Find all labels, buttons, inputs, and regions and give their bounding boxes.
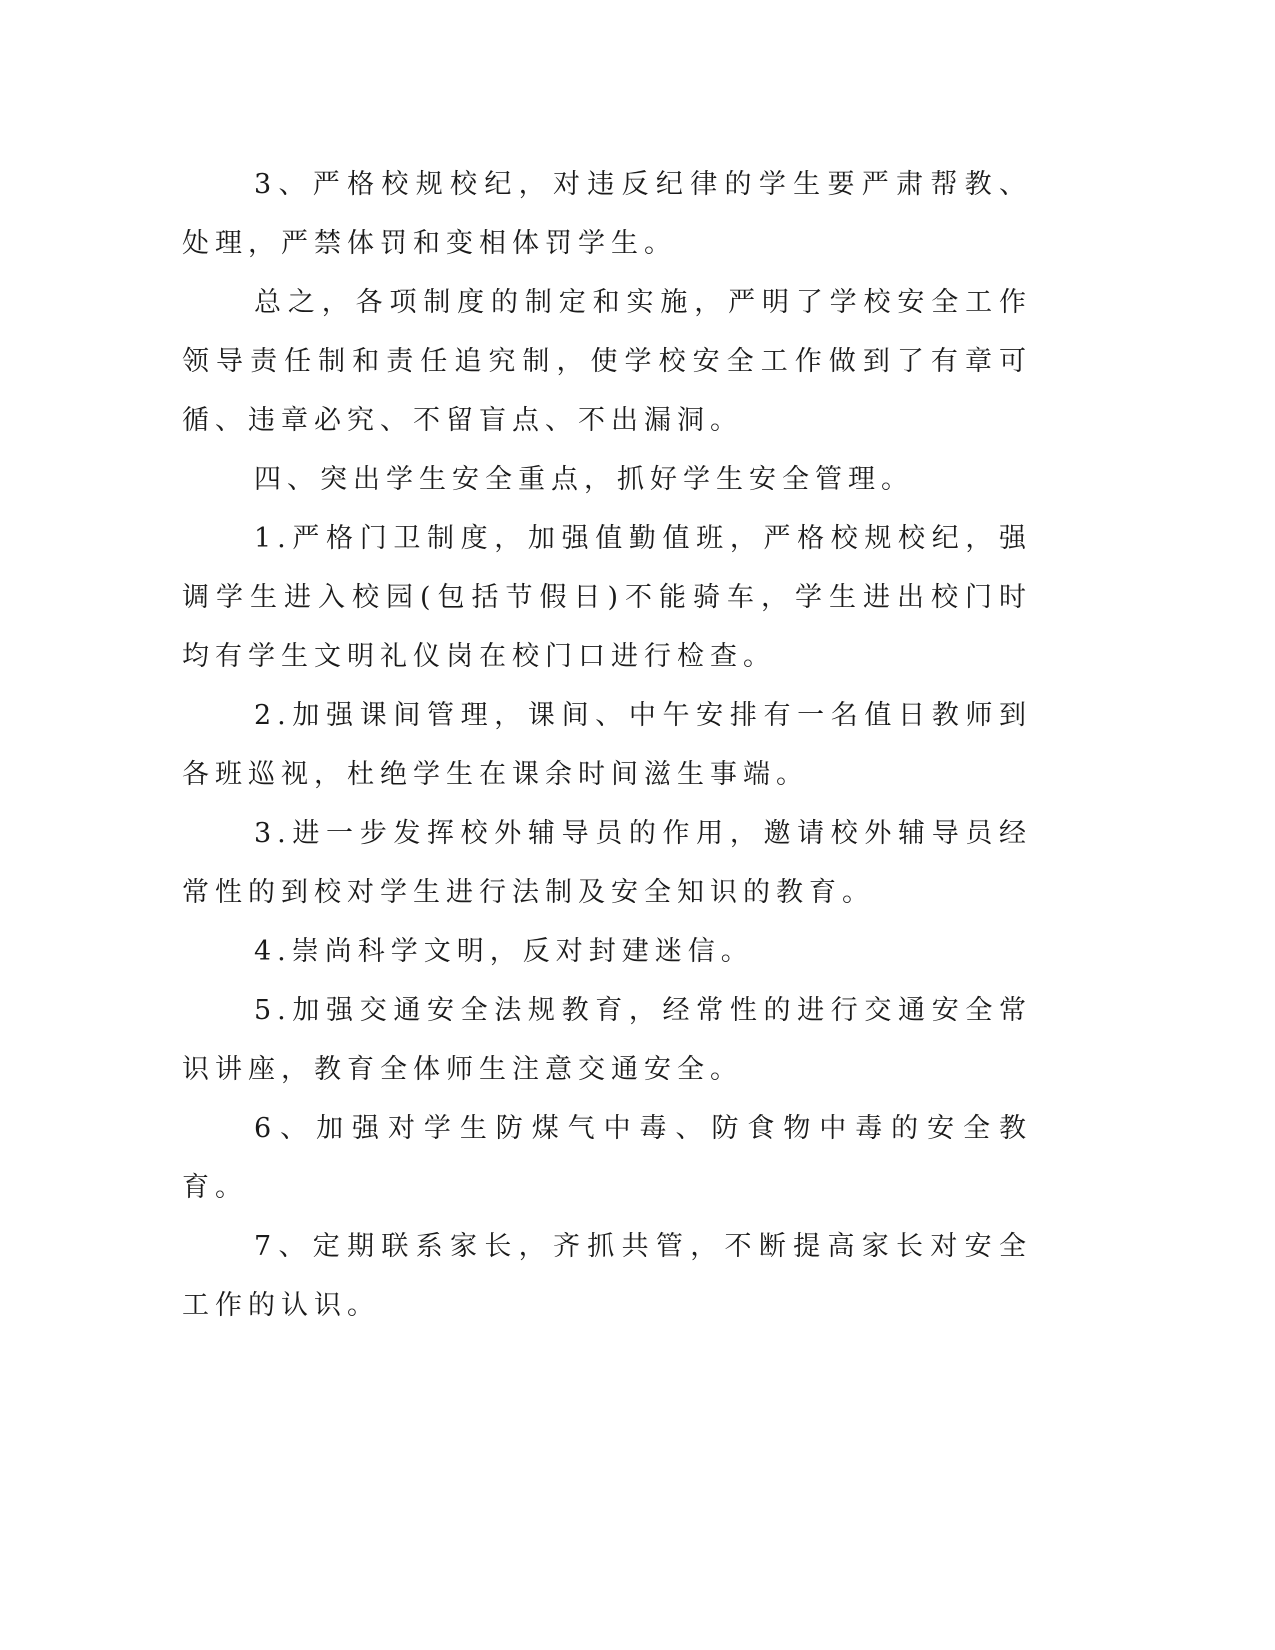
- section-heading-student-safety: 四、突出学生安全重点，抓好学生安全管理。: [254, 464, 914, 495]
- paragraph-break-management: 2.加强课间管理，课间、中午安排有一名值日教师到各班巡视，杜绝学生在课余时间滋生事端。: [182, 700, 1032, 790]
- paragraph-science: 4.崇尚科学文明，反对封建迷信。: [254, 936, 754, 967]
- paragraph-poisoning-prevention: 6、加强对学生防煤气中毒、防食物中毒的安全教育。: [182, 1113, 1032, 1203]
- paragraph-counselors: 3.进一步发挥校外辅导员的作用，邀请校外辅导员经常性的到校对学生进行法制及安全知识的教育。: [182, 818, 1032, 908]
- paragraph-discipline: 3、严格校规校纪，对违反纪律的学生要严肃帮教、处理，严禁体罚和变相体罚学生。: [182, 169, 1032, 259]
- paragraph-parents: 7、定期联系家长，齐抓共管，不断提高家长对安全工作的认识。: [182, 1231, 1032, 1321]
- document-body: [182, 155, 1032, 1335]
- paragraph-traffic-safety: 5.加强交通安全法规教育，经常性的进行交通安全常识讲座，教育全体师生注意交通安全。: [182, 995, 1032, 1085]
- paragraph-summary: 总之，各项制度的制定和实施，严明了学校安全工作领导责任制和责任追究制，使学校安全工作做到了有章可循、违章必究、不留盲点、不出漏洞。: [182, 287, 1032, 436]
- paragraph-gate-duty: 1.严格门卫制度，加强值勤值班，严格校规校纪，强调学生进入校园(包括节假日)不能骑车，学生进出校门时均有学生文明礼仪岗在校门口进行检查。: [182, 523, 1032, 672]
